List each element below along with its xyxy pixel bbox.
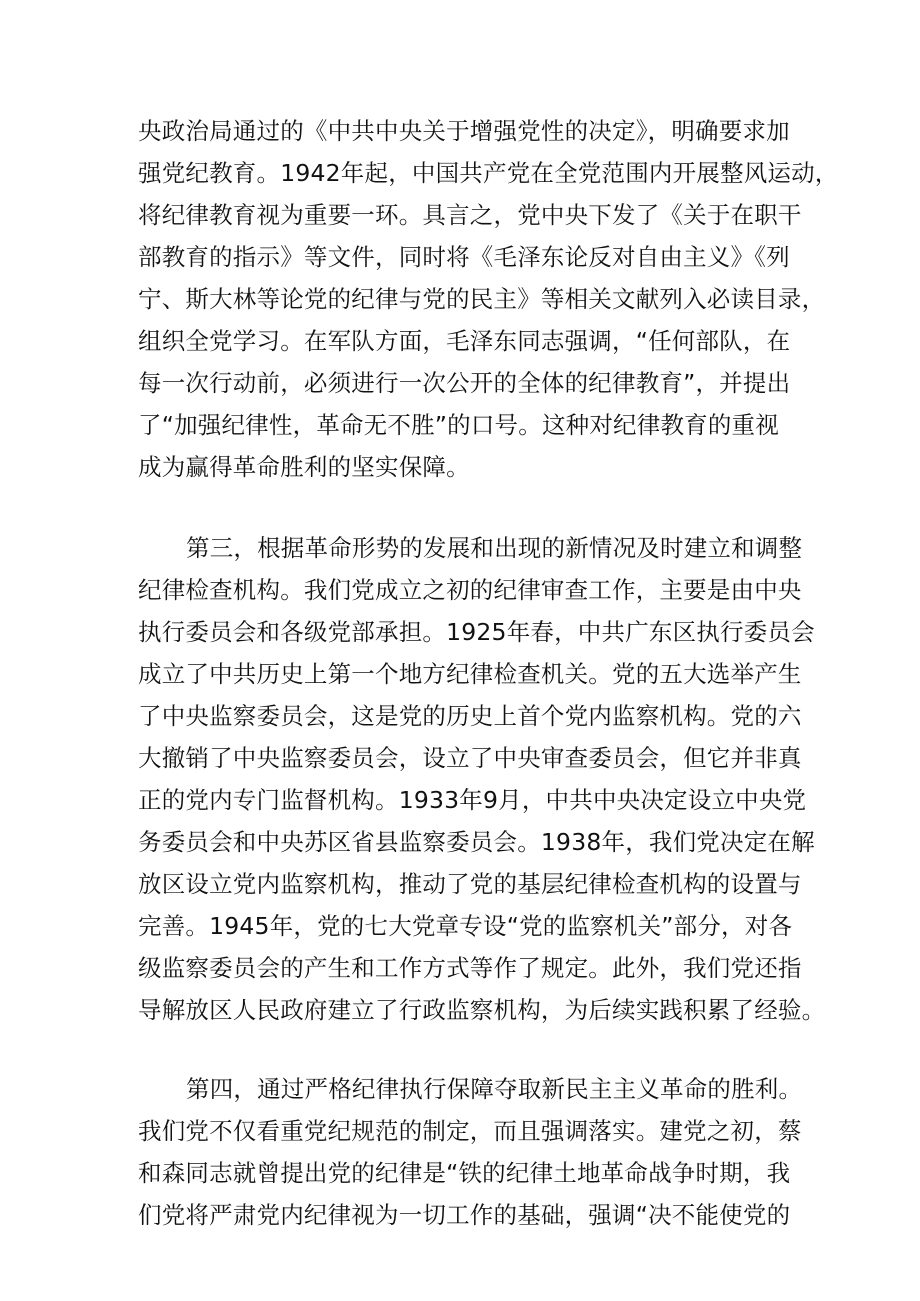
paragraph-spacing <box>138 1031 788 1068</box>
document-body <box>138 110 839 1236</box>
paragraph-line: 们党将严肃党内纪律视为一切工作的基础，强调“决不能使党的 <box>138 1201 791 1229</box>
paragraph-line: 导解放区人民政府建立了行政监察机构，为后续实践积累了经验。 <box>138 996 826 1024</box>
paragraph-line: 纪律检查机构。我们党成立之初的纪律审查工作，主要是由中央 <box>138 576 802 604</box>
paragraph-line: 每一次行动前，必须进行一次公开的全体的纪律教育”，并提出 <box>138 369 791 397</box>
paragraph-line: 和森同志就曾提出党的纪律是“铁的纪律土地革命战争时期，我 <box>138 1159 791 1187</box>
paragraph-line: 完善。1945年，党的七大党章专设“党的监察机关”部分，对各 <box>138 912 793 940</box>
paragraph-line: 第四，通过严格纪律执行保障夺取新民主主义革命的胜利。 <box>186 1075 803 1103</box>
paragraph-line: 我们党不仅看重党纪规范的制定，而且强调落实。建党之初，蔡 <box>138 1117 802 1145</box>
paragraph-line: 央政治局通过的《中共中央关于增强党性的决定》，明确要求加 <box>138 117 790 145</box>
paragraph-line: 务委员会和中央苏区省县监察委员会。1938年，我们党决定在解 <box>138 828 815 856</box>
paragraph-1 <box>138 110 839 488</box>
paragraph-line: 将纪律教育视为重要一环。具言之，党中央下发了《关于在职干 <box>138 201 802 229</box>
paragraph-line: 了“加强纪律性，革命无不胜”的口号。这种对纪律教育的重视 <box>138 411 779 439</box>
paragraph-3 <box>138 1068 803 1236</box>
paragraph-line: 正的党内专门监督机构。1933年9月，中共中央决定设立中央党 <box>138 786 807 814</box>
paragraph-line: 级监察委员会的产生和工作方式等作了规定。此外，我们党还指 <box>138 954 802 982</box>
paragraph-line: 部教育的指示》等文件，同时将《毛泽东论反对自由主义》《列 <box>138 243 790 271</box>
paragraph-line: 放区设立党内监察机构，推动了党的基层纪律检查机构的设置与 <box>138 870 802 898</box>
paragraph-line: 执行委员会和各级党部承担。1925年春，中共广东区执行委员会 <box>138 618 815 646</box>
paragraph-line: 成为赢得革命胜利的坚实保障。 <box>138 453 470 481</box>
paragraph-line: 宁、斯大林等论党的纪律与党的民主》等相关文献列入必读目录， <box>138 285 826 313</box>
paragraph-line: 组织全党学习。在军队方面，毛泽东同志强调，“任何部队，在 <box>138 327 791 355</box>
paragraph-line: 了中央监察委员会，这是党的历史上首个党内监察机构。党的六 <box>138 702 802 730</box>
paragraph-2 <box>138 527 826 1031</box>
paragraph-line: 大撤销了中央监察委员会，设立了中央审查委员会，但它并非真 <box>138 744 802 772</box>
paragraph-spacing <box>138 488 788 527</box>
paragraph-line: 强党纪教育。1942年起，中国共产党在全党范围内开展整风运动， <box>138 159 839 187</box>
paragraph-line: 成立了中共历史上第一个地方纪律检查机关。党的五大选举产生 <box>138 660 802 688</box>
paragraph-line: 第三，根据革命形势的发展和出现的新情况及时建立和调整 <box>186 534 803 562</box>
